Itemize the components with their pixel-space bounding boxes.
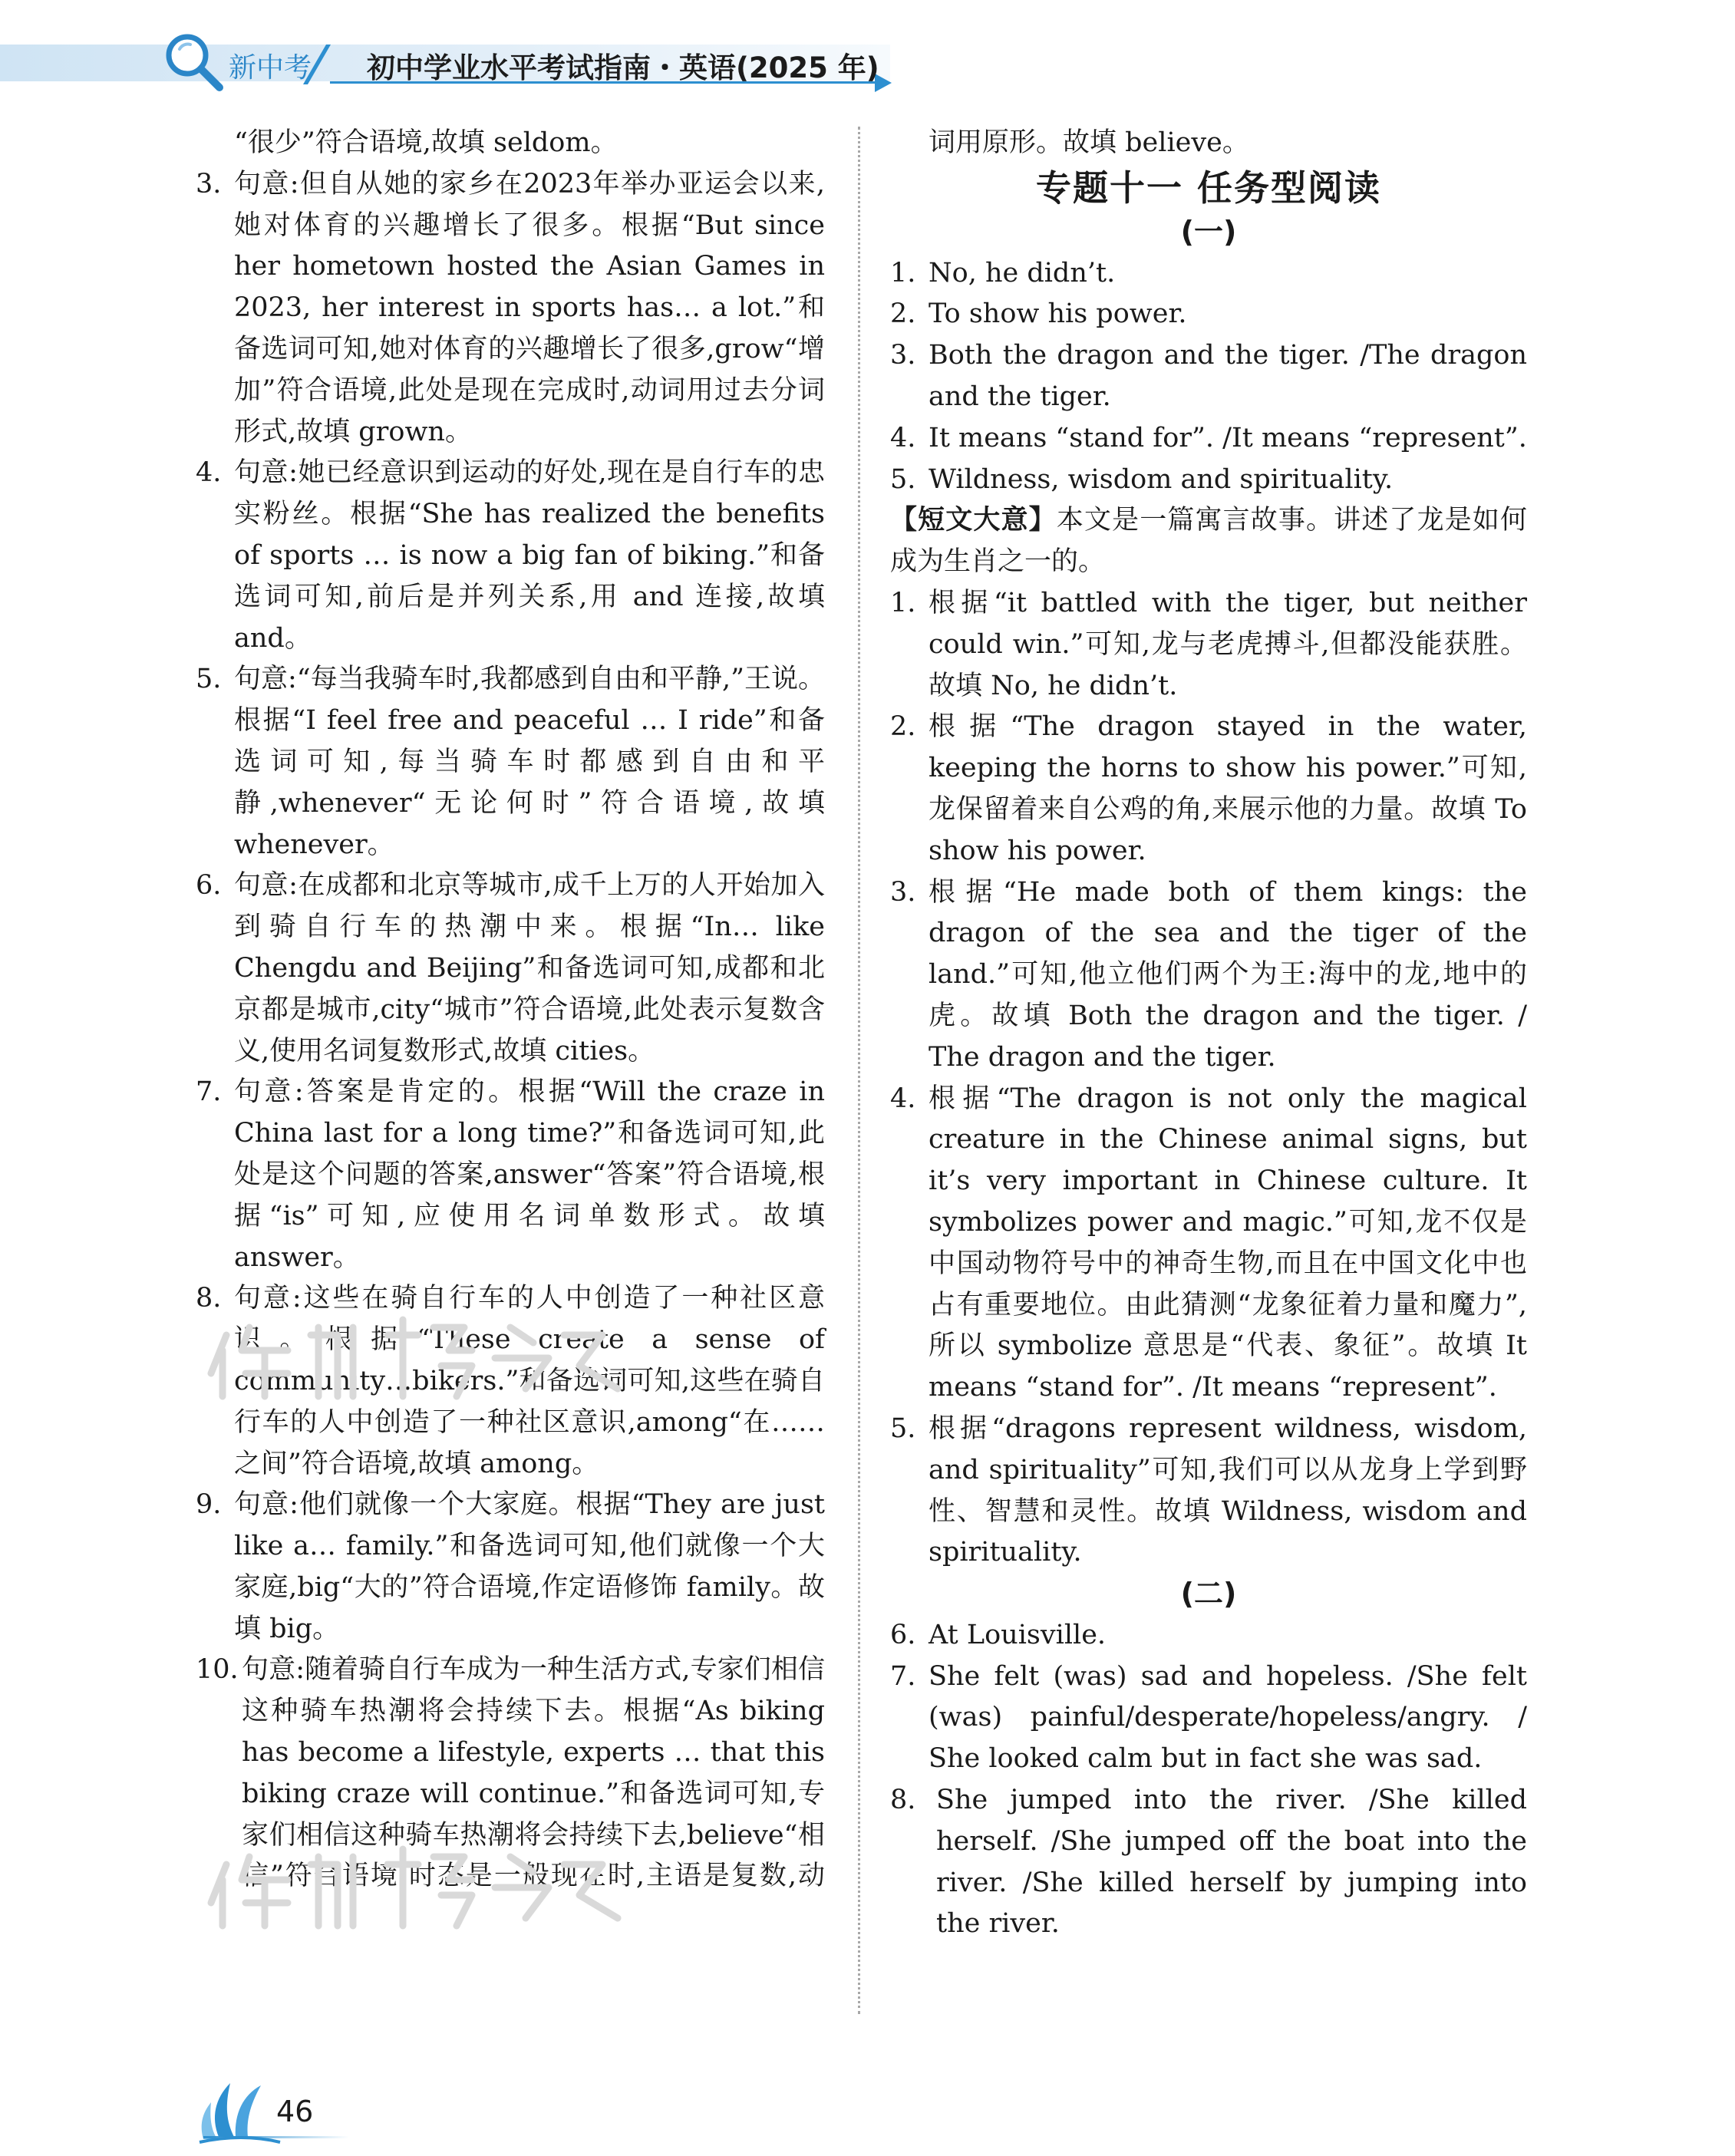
column-divider	[858, 127, 860, 2014]
item-number: 3.	[890, 876, 916, 908]
item-number: 4.	[890, 422, 916, 453]
answer-item	[890, 1657, 1527, 1780]
item-text: 根据“He made both of them kings: the dragon of the sea and the tiger of the land.”可知,他立他们两个为王:海中的龙,地中的虎。故填 Both the dragon and the tiger. / The dragon and the tiger.	[929, 876, 1527, 1073]
summary-text: 本文是一篇寓言故事。讲述了龙是如何成为生肖之一的。	[890, 505, 1527, 578]
item-text: It means “stand for”. /It means “represent”.	[929, 422, 1527, 453]
explanation-item	[890, 1409, 1527, 1574]
answer-item	[890, 1615, 1527, 1657]
header-title: 初中学业水平考试指南・英语(2025 年)	[367, 51, 879, 84]
explanation-item	[196, 1485, 825, 1650]
item-text: 句意:随着骑自行车成为一种生活方式,专家们相信这种骑车热潮将会持续下去。根据“As biking has become a lifestyle, experts … that this biking craze will continue.”和备选词可知,专家们相信这种骑车热潮将会持续下去,believe“相信”符合语境,时态是一般现在时,主语是复数,动	[242, 1654, 825, 1892]
item-number: 10.	[196, 1654, 239, 1686]
item-text: Both the dragon and the tiger. /The dragon and the tiger.	[929, 340, 1527, 412]
item-text: Wildness, wisdom and spirituality.	[929, 463, 1394, 495]
item-number: 4.	[890, 1083, 916, 1114]
section-title: 专题十一 任务型阅读	[1035, 166, 1381, 209]
item-text: 句意:在成都和北京等城市,成千上万的人开始加入到骑自行车的热潮中来。根据“In… like Chengdu and Beijing”和备选词可知,成都和北京都是城市,city“城市”符合语境,此处表示复数含义,使用名词复数形式,故填 cities。	[234, 870, 825, 1066]
explanation-item	[890, 872, 1527, 1079]
continued-text: “很少”符合语境,故填 seldom。	[234, 127, 618, 158]
part-two-title: (二)	[1180, 1577, 1237, 1611]
right-column	[890, 123, 1527, 1945]
explanation-item	[196, 1650, 825, 1897]
item-text: 根据“it battled with the tiger, but neither could win.”可知,龙与老虎搏斗,但都没能获胜。故填 No, he didn’t.	[929, 587, 1527, 701]
answer-item	[890, 418, 1527, 460]
item-number: 7.	[890, 1660, 916, 1692]
item-number: 7.	[196, 1076, 222, 1108]
left-column	[196, 123, 825, 1897]
item-text: She jumped into the river. /She killed herself. /She jumped off the boat into the river. /She killed herself by jumping into the river.	[936, 1785, 1527, 1940]
item-number: 2.	[890, 298, 916, 330]
explanation-item	[196, 1278, 825, 1485]
item-text: To show his power.	[929, 298, 1187, 330]
answer-item	[890, 335, 1527, 418]
item-text: 根据“The dragon is not only the magical creature in the Chinese animal signs, but it’s very important in Chinese culture. It symbolizes power and magic.”可知,龙不仅是中国动物符号中的神奇生物,而且在中国文化中也占有重要地位。由此猜测“龙象征着力量和魔力”,所以 symbolize 意思是“代表、象征”。故填 It means “stand for”. /It means “represent”.	[929, 1083, 1527, 1403]
explanation-item	[196, 1072, 825, 1278]
continued-text: 词用原形。故填 believe。	[929, 127, 1249, 158]
answer-item	[890, 460, 1527, 501]
item-text: At Louisville.	[929, 1619, 1107, 1650]
page-number: 46	[276, 2095, 314, 2128]
item-text: 句意:答案是肯定的。根据“Will the craze in China last for a long time?”和备选词可知,此处是这个问题的答案,answer“答案”符合语境,根据“is”可知,应使用名词单数形式。故填 answer。	[234, 1076, 825, 1273]
item-text: No, he didn’t.	[929, 257, 1116, 288]
item-number: 8.	[196, 1283, 222, 1314]
item-number: 6.	[890, 1619, 916, 1650]
item-number: 9.	[196, 1489, 222, 1521]
item-number: 1.	[890, 587, 916, 618]
item-number: 3.	[196, 168, 222, 199]
explanation-item	[196, 865, 825, 1072]
item-text: 句意:但自从她的家乡在2023年举办亚运会以来,她对体育的兴趣增长了很多。根据“But since her hometown hosted the Asian Games in 2023, her interest in sports has… a lot.”和备选词可知,她对体育的兴趣增长了很多,grow“增加”符合语境,此处是现在完成时,动词用过去分词形式,故填 grown。	[234, 168, 825, 447]
explanation-item	[890, 1079, 1527, 1409]
part-one-title: (一)	[1180, 214, 1237, 249]
item-text: 句意:这些在骑自行车的人中创造了一种社区意识。根据“These create a sense of community…bikers.”和备选词可知,这些在骑自行车的人中创造了一种社区意识,among“在……之间”符合语境,故填 among。	[234, 1283, 825, 1479]
answer-item	[890, 294, 1527, 335]
answer-item	[890, 1780, 1527, 1945]
item-number: 5.	[890, 1413, 916, 1444]
item-text: 根据“The dragon stayed in the water, keeping the horns to show his power.”可知,龙保留着来自公鸡的角,来展示他的力量。故填 To show his power.	[929, 711, 1527, 866]
explanation-item	[890, 583, 1527, 707]
header-tag: 新中考	[229, 52, 312, 84]
item-number: 1.	[890, 257, 916, 288]
item-number: 8.	[890, 1785, 916, 1816]
item-text: 句意:她已经意识到运动的好处,现在是自行车的忠实粉丝。根据“She has realized the benefits of sports … is now a big fan of biking.”和备选词可知,前后是并列关系,用 and 连接,故填 and。	[234, 457, 825, 654]
item-text: She felt (was) sad and hopeless. /She felt (was) painful/desperate/hopeless/angry. / She looked calm but in fact she was sad.	[929, 1660, 1527, 1775]
item-text: 句意:“每当我骑车时,我都感到自由和平静,”王说。根据“I feel free and peaceful … I ride”和备选词可知,每当骑车时都感到自由和平静,whenever“无论何时”符合语境,故填 whenever。	[234, 664, 825, 860]
item-text: 句意:他们就像一个大家庭。根据“They are just like a… family.”和备选词可知,他们就像一个大家庭,big“大的”符合语境,作定语修饰 family。故填 big。	[234, 1489, 825, 1644]
summary	[890, 500, 1527, 583]
item-number: 5.	[890, 463, 916, 495]
item-number: 3.	[890, 340, 916, 371]
item-text: 根据“dragons represent wildness, wisdom, and spirituality”可知,我们可以从龙身上学到野性、智慧和灵性。故填 Wildness, wisdom and spirituality.	[929, 1413, 1527, 1568]
answer-item	[890, 253, 1527, 295]
explanation-item	[196, 659, 825, 865]
footer-rule	[203, 2136, 349, 2138]
item-number: 5.	[196, 664, 222, 695]
item-number: 2.	[890, 711, 916, 743]
explanation-item	[196, 453, 825, 659]
explanation-item	[890, 707, 1527, 872]
item-number: 6.	[196, 870, 222, 902]
magnifier-icon	[160, 28, 227, 95]
item-number: 4.	[196, 457, 222, 489]
summary-label: 【短文大意】	[890, 505, 1057, 536]
explanation-item	[196, 164, 825, 453]
